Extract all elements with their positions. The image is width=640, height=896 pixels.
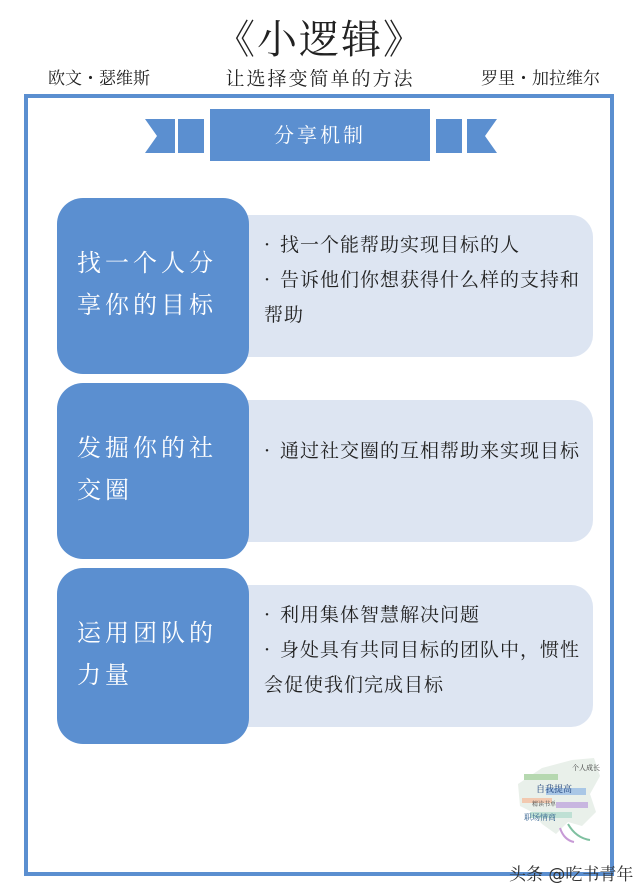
bullet-icon: · bbox=[264, 234, 272, 256]
card-list bbox=[264, 434, 584, 469]
subtitle: 让选择变简单的方法 bbox=[225, 68, 415, 90]
bullet-icon: · bbox=[264, 639, 272, 661]
list-item-text: 告诉他们你想获得什么样的支持和帮助 bbox=[264, 269, 581, 326]
banner-left-ribbon-icon bbox=[145, 119, 175, 153]
card-list bbox=[264, 228, 584, 333]
card-body bbox=[225, 400, 593, 542]
subtitle-row bbox=[0, 64, 640, 92]
author-left: 欧文・瑟维斯 bbox=[48, 69, 150, 89]
svg-text:精读书单: 精读书单 bbox=[532, 801, 557, 808]
svg-text:自我提高: 自我提高 bbox=[536, 785, 573, 795]
list-item-text: 找一个能帮助实现目标的人 bbox=[280, 234, 521, 256]
card-heading: 找一个人分享你的目标 bbox=[57, 198, 249, 374]
watermark: 头条 @吃书青年 bbox=[509, 865, 634, 885]
list-item-text: 利用集体智慧解决问题 bbox=[280, 604, 481, 626]
card-list bbox=[264, 598, 584, 703]
word-cloud-logo-icon bbox=[512, 754, 604, 844]
page-title: 《小逻辑》 bbox=[215, 17, 425, 63]
banner-label: 分享机制 bbox=[210, 109, 430, 161]
banner-right-ribbon-icon bbox=[467, 119, 497, 153]
banner-right-square bbox=[436, 119, 462, 153]
bullet-icon: · bbox=[264, 269, 272, 291]
bullet-icon: · bbox=[264, 440, 272, 462]
card-heading: 运用团队的力量 bbox=[57, 568, 249, 744]
list-item bbox=[264, 633, 584, 703]
list-item bbox=[264, 263, 584, 333]
list-item bbox=[264, 434, 584, 469]
section-banner bbox=[145, 109, 500, 161]
author-right: 罗里・加拉维尔 bbox=[481, 69, 600, 89]
banner-left-square bbox=[178, 119, 204, 153]
card-heading: 发掘你的社交圈 bbox=[57, 383, 249, 559]
list-item-text: 通过社交圈的互相帮助来实现目标 bbox=[280, 440, 581, 462]
list-item bbox=[264, 598, 584, 633]
list-item bbox=[264, 228, 584, 263]
svg-text:职场情商: 职场情商 bbox=[524, 813, 556, 822]
svg-text:个人成长: 个人成长 bbox=[572, 764, 600, 772]
list-item-text: 身处具有共同目标的团队中，惯性会促使我们完成目标 bbox=[264, 639, 581, 696]
bullet-icon: · bbox=[264, 604, 272, 626]
